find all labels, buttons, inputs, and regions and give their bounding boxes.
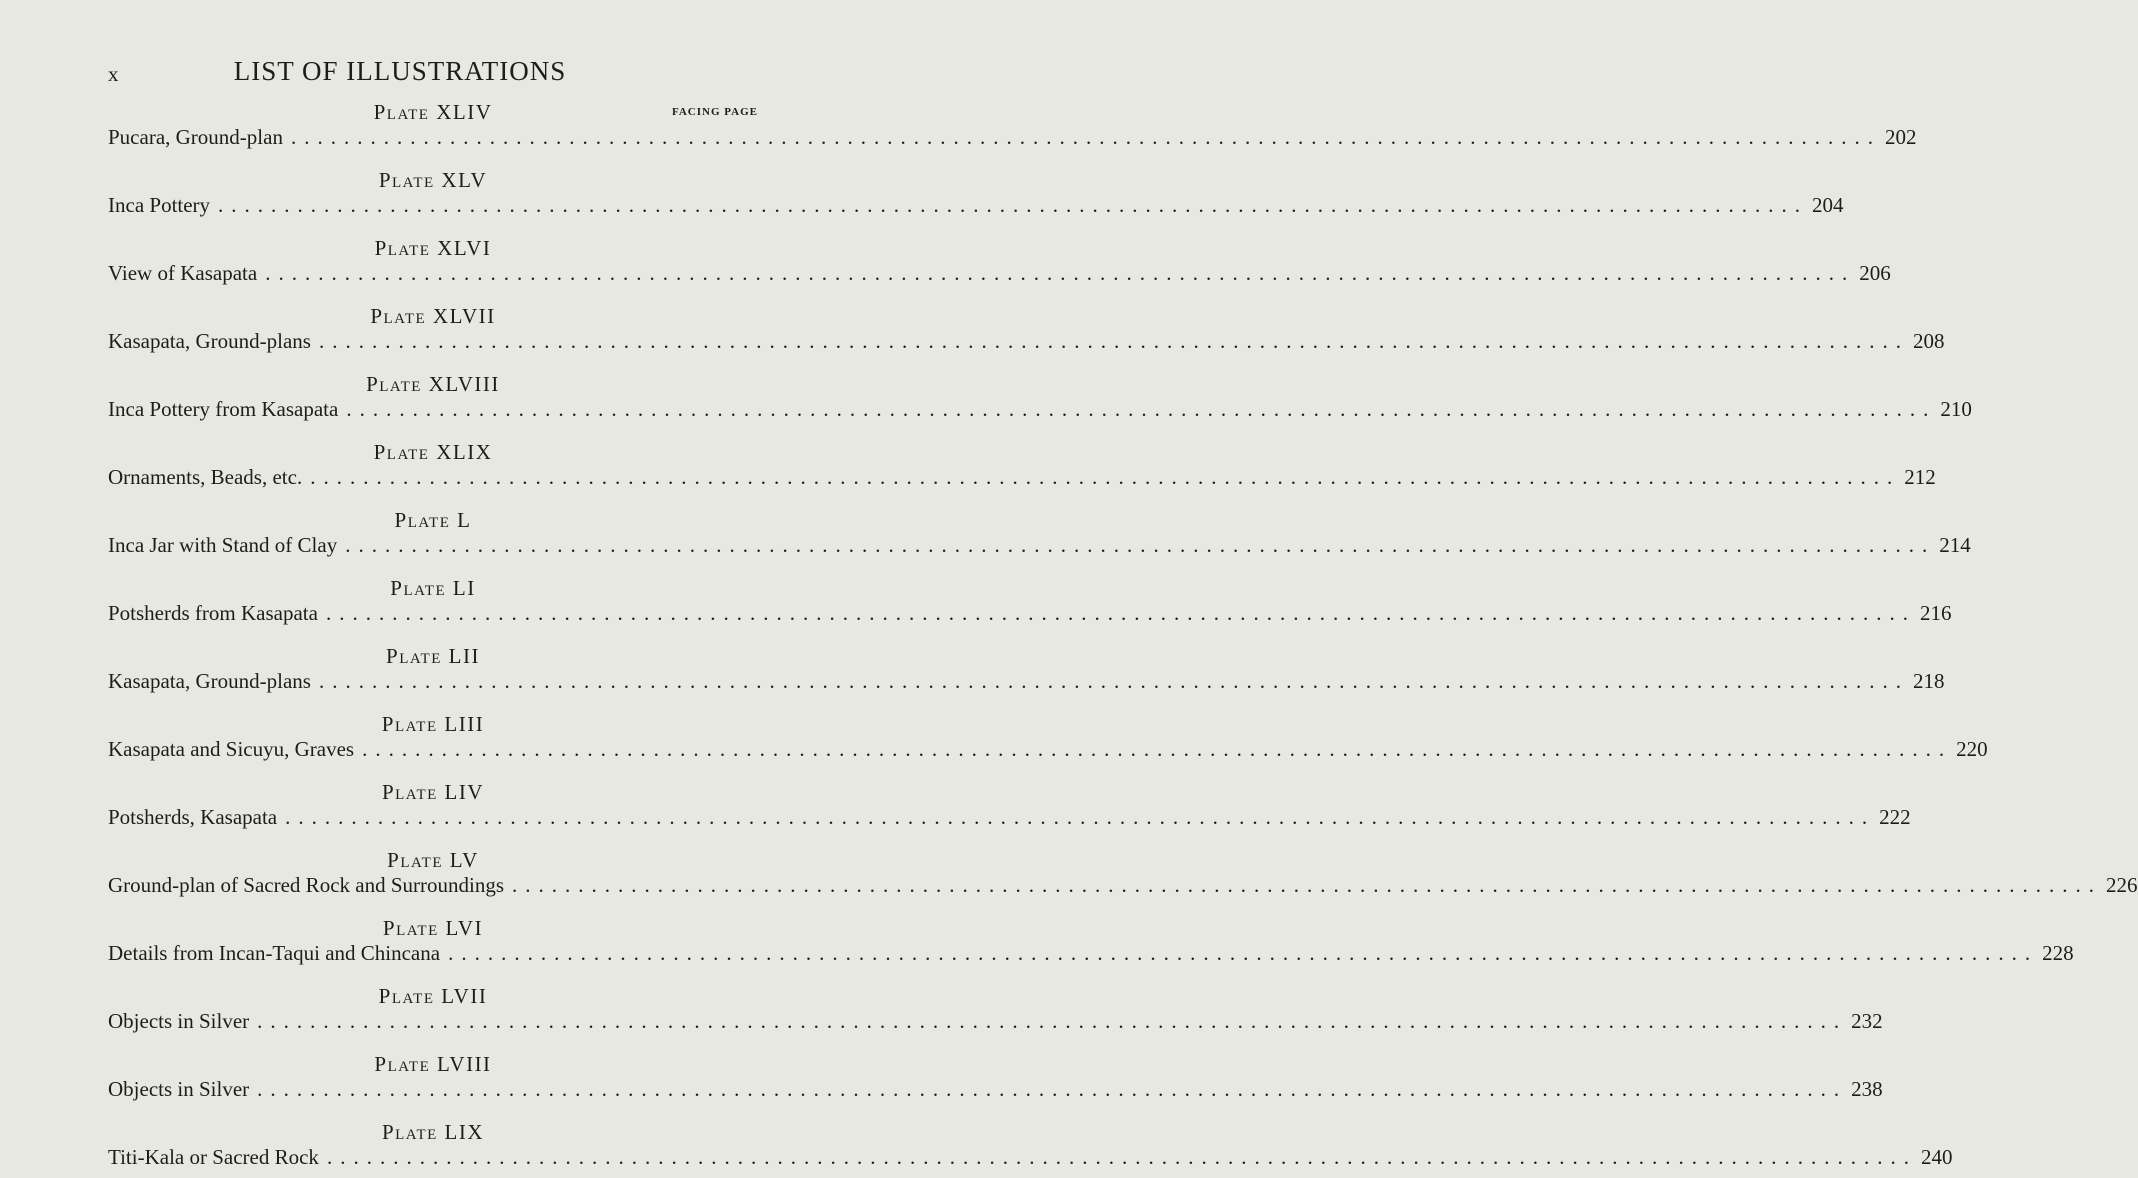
dot-leader: ........................................................................................................................ [218,193,1809,217]
illustration-caption: Kasapata and Sicuyu, Graves [108,737,355,761]
illustration-caption: Titi-Kala or Sacred Rock [108,1145,319,1169]
illustration-caption: Potsherds from Kasapata [108,601,318,625]
page-reference: 210 [1940,397,1972,421]
illustration-entry [108,430,1936,498]
illustration-caption: Kasapata, Ground-plans [108,329,311,353]
illustration-caption: Potsherds, Kasapata [108,805,278,829]
illustration-entry [108,294,1945,362]
plate-title: Plate LII [386,644,480,668]
illustration-caption: Kasapata, Ground-plans [108,669,311,693]
illustration-entry [108,226,1891,294]
dot-leader: ........................................................................................................................ [362,737,1953,761]
dot-leader: ........................................................................................................................ [326,1145,1917,1169]
illustration-caption: Objects in Silver [108,1077,250,1101]
plate-title: Plate LIII [381,712,485,736]
illustration-caption: Pucara, Ground-plan [108,125,283,149]
plate-title: Plate LIX [381,1120,485,1144]
plate-title: Plate LI [390,576,476,600]
caption-line [108,1145,1953,1170]
page-number: x [108,62,120,86]
dot-leader: ........................................................................................................................ [265,261,1856,285]
page-reference: 208 [1912,329,1945,353]
caption-line [108,193,1844,218]
page-reference: 232 [1851,1009,1883,1033]
plate-title: Plate XLIX [373,440,493,464]
entry-container [108,90,2138,1178]
illustration-caption: Ground-plan of Sacred Rock and Surroundings [108,873,505,897]
dot-leader: ........................................................................................................................ [257,1077,1848,1101]
dot-leader: ........................................................................................................................ [345,533,1936,557]
page-reference: 216 [1919,601,1952,625]
plate-title: Plate XLVII [370,304,496,328]
plate-title: Plate LV [387,848,479,872]
caption-line [108,805,1911,830]
plate-title: Plate XLV [378,168,488,192]
page-reference: 238 [1851,1077,1883,1101]
illustration-entry [108,566,1952,634]
illustration-entry [108,974,1883,1042]
page-reference: 240 [1920,1145,1953,1169]
illustration-entry [108,838,2138,906]
caption-line [108,669,1945,694]
caption-line [108,329,1945,354]
illustration-entry [108,1042,1883,1110]
illustration-caption: Inca Pottery from Kasapata [108,397,339,421]
dot-leader: ........................................................................................................................ [318,669,1909,693]
caption-line [108,465,1936,490]
illustration-entry [108,634,1945,702]
caption-line [108,1077,1883,1102]
running-head: LIST OF ILLUSTRATIONS [233,56,567,86]
illustration-entry [108,158,1844,226]
illustration-entry [108,498,1971,566]
caption-line [108,125,1917,150]
page-reference: 204 [1812,193,1844,217]
dot-leader: ........................................................................................................................ [346,397,1937,421]
caption-line [108,397,1972,422]
page-reference: 222 [1879,805,1911,829]
page-reference: 212 [1904,465,1936,489]
illustration-caption: Inca Pottery [108,193,211,217]
dot-leader: ........................................................................................................................ [257,1009,1848,1033]
dot-leader: ........................................................................................................................ [512,873,2103,897]
illustration-entry [108,1110,1953,1178]
illustration-caption: Details from Incan-Taqui and Chincana [108,941,441,965]
dot-leader: ........................................................................................................................ [285,805,1876,829]
illustration-caption: View of Kasapata [108,261,258,285]
page-reference: 214 [1939,533,1971,557]
plate-title: Plate XLVIII [366,372,500,396]
dot-leader: ........................................................................................................................ [448,941,2039,965]
illustration-entry [108,90,1917,158]
facing-page-label: FACING PAGE [671,106,758,118]
plate-title: Plate LVIII [374,1052,492,1076]
page-reference: 202 [1884,125,1917,149]
illustration-entry [108,770,1911,838]
page-reference: 206 [1859,261,1891,285]
plate-title: Plate XLIV [373,100,493,124]
illustration-entry [108,906,2074,974]
dot-leader: ........................................................................................................................ [310,465,1901,489]
caption-line [108,533,1971,558]
caption-line [108,1009,1883,1034]
illustrations-list [108,90,2138,1178]
page-reference: 218 [1912,669,1945,693]
plate-title: Plate XLVI [374,236,492,260]
dot-leader: ........................................................................................................................ [318,329,1909,353]
caption-line [108,601,1952,626]
page-reference: 228 [2042,941,2074,965]
illustration-caption: Objects in Silver [108,1009,250,1033]
plate-title: Plate LVI [382,916,484,940]
dot-leader: ........................................................................................................................ [290,125,1881,149]
plate-title: Plate LVII [378,984,488,1008]
caption-line [108,261,1891,286]
plate-title: Plate LIV [381,780,485,804]
illustration-entry [108,362,1972,430]
caption-line [108,737,1988,762]
illustration-caption: Inca Jar with Stand of Clay [108,533,338,557]
illustration-caption: Ornaments, Beads, etc. [108,465,303,489]
caption-line [108,941,2074,966]
dot-leader: ........................................................................................................................ [325,601,1916,625]
page-reference: 226 [2106,873,2138,897]
page-reference: 220 [1956,737,1988,761]
plate-title: Plate L [394,508,472,532]
caption-line [108,873,2138,898]
illustration-entry [108,702,1988,770]
